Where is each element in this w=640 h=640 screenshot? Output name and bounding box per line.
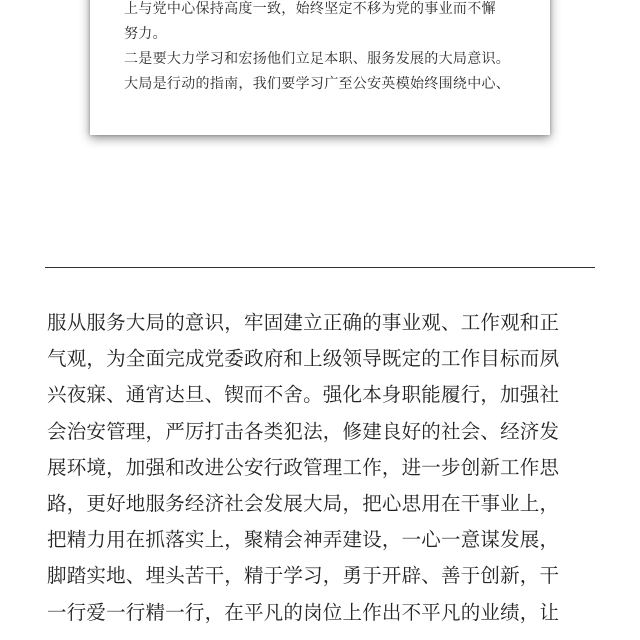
body-line: 路，更好地服务经济社会发展大局，把心思用在干事业上， bbox=[47, 491, 560, 515]
preview-line: 二是要大力学习和宏扬他们立足本职、服务发展的大局意识。 bbox=[124, 51, 511, 67]
body-line: 脚踏实地、埋头苦干，精于学习，勇于开辟、善于创新，干 bbox=[47, 564, 560, 588]
page-preview-card bbox=[90, 0, 550, 135]
body-line: 一行爱一行精一行，在平凡的岗位上作出不平凡的业绩，让 bbox=[47, 600, 560, 624]
body-line: 会治安管理，严厉打击各类犯法，修建良好的社会、经济发 bbox=[47, 419, 560, 443]
preview-line: 努力。 bbox=[124, 26, 167, 42]
body-line: 气观，为全面完成党委政府和上级领导既定的工作目标而夙 bbox=[47, 347, 560, 371]
body-line: 服从服务大局的意识，牢固建立正确的事业观、工作观和正 bbox=[47, 311, 560, 334]
body-line: 兴夜寐、通宵达旦、锲而不舍。强化本身职能履行，加强社 bbox=[47, 383, 560, 407]
body-line: 把精力用在抓落实上，聚精会神弄建设，一心一意谋发展， bbox=[47, 528, 560, 552]
preview-text-block bbox=[124, 0, 524, 97]
body-text-block bbox=[47, 305, 607, 631]
preview-line: 上与党中心保持高度一致，始终坚定不移为党的事业而不懈 bbox=[124, 1, 496, 17]
preview-line: 大局是行动的指南，我们要学习广至公安英模始终围绕中心、 bbox=[124, 76, 511, 92]
body-line: 展环境，加强和改进公安行政管理工作，进一步创新工作思 bbox=[47, 455, 560, 479]
section-divider bbox=[45, 267, 595, 268]
